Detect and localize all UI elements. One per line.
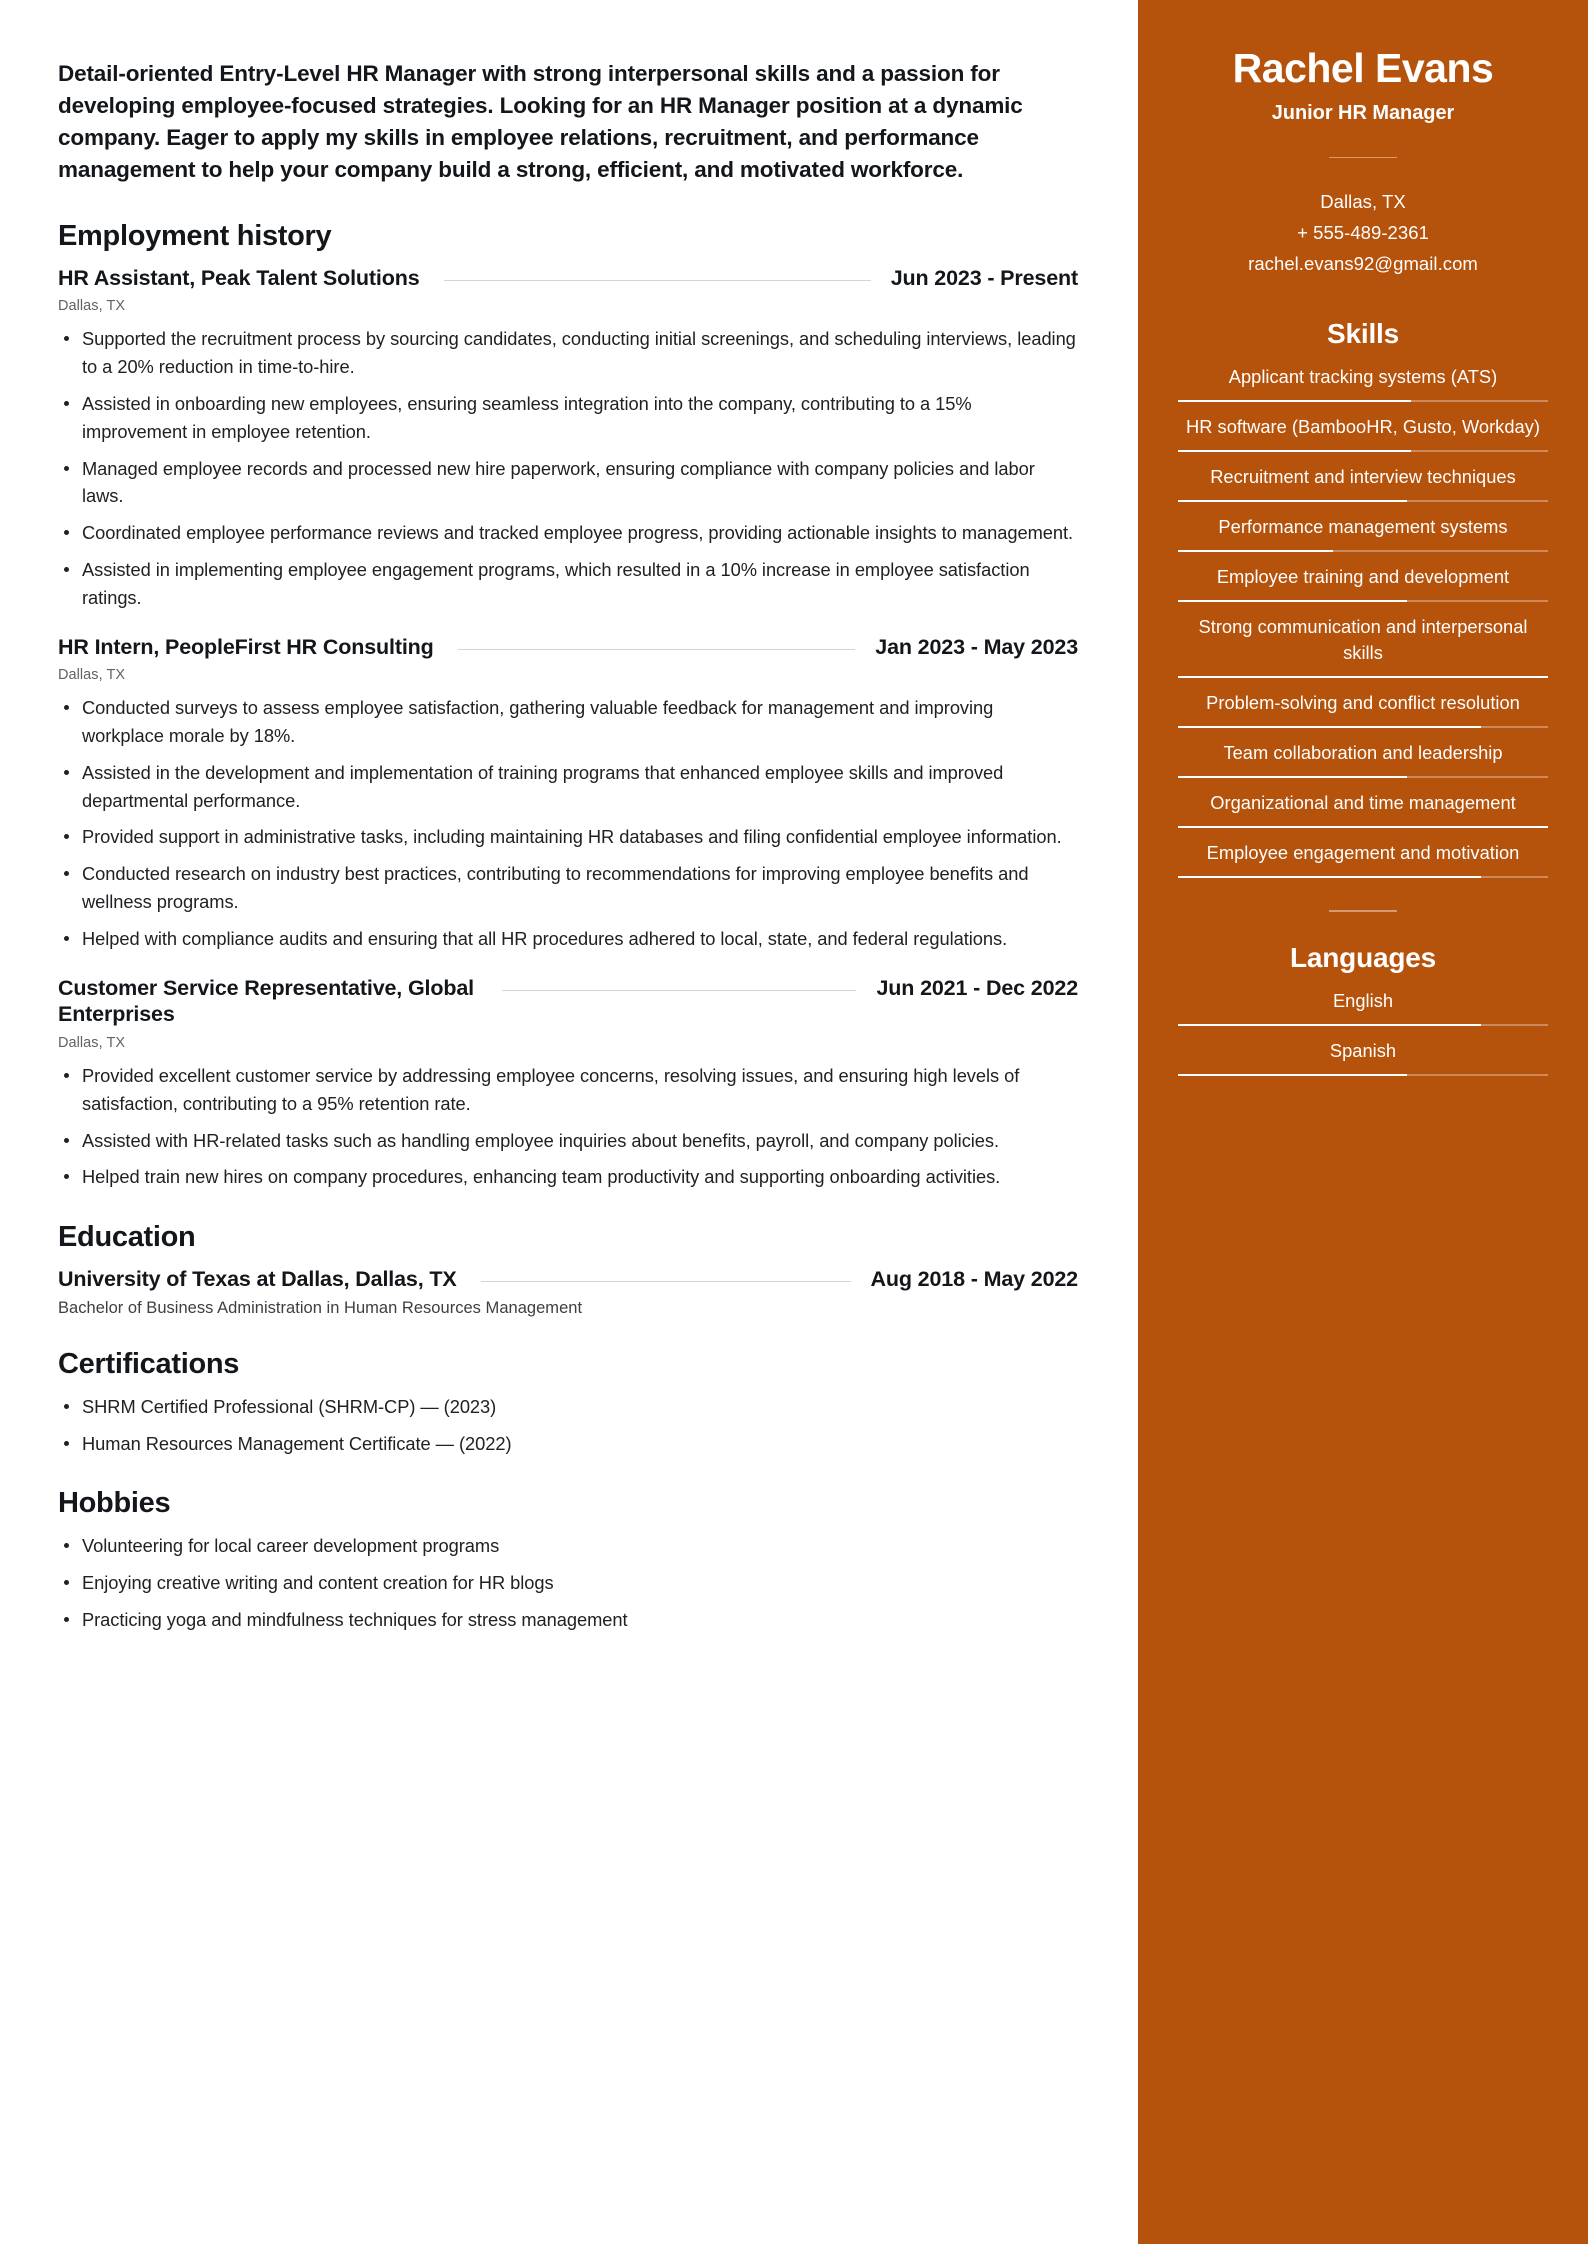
list-item: Coordinated employee performance reviews and tracked employee progress, providing actionable insights to management. bbox=[58, 519, 1078, 547]
list-item: Conducted surveys to assess employee satisfaction, gathering valuable feedback for management and improving workplace morale by 18%. bbox=[58, 694, 1078, 750]
degree-name: Bachelor of Business Administration in Human Resources Management bbox=[58, 1298, 583, 1317]
job-location: Dallas, TX bbox=[58, 298, 126, 315]
job-bullet-list bbox=[58, 1062, 1078, 1191]
skill-level-bar bbox=[1178, 450, 1548, 452]
language-item bbox=[1178, 988, 1548, 1026]
sidebar-title-skills: Skills bbox=[1327, 318, 1399, 350]
skill-level-bar bbox=[1178, 676, 1548, 678]
education-entry bbox=[58, 1266, 1078, 1318]
job-title: HR Assistant, Peak Talent Solutions bbox=[58, 265, 420, 290]
sidebar-divider bbox=[1329, 910, 1397, 912]
skill-label: Strong communication and interpersonal skills bbox=[1198, 616, 1528, 664]
sidebar-title-languages: Languages bbox=[1289, 941, 1436, 973]
skill-level-bar bbox=[1178, 550, 1548, 552]
entry-rule bbox=[444, 280, 871, 281]
list-item: Assisted in implementing employee engagement programs, which resulted in a 10% increase in employee satisfaction ratings. bbox=[58, 556, 1078, 612]
skill-item bbox=[1178, 790, 1548, 828]
skill-label: Problem-solving and conflict resolution bbox=[1206, 692, 1520, 714]
sidebar bbox=[1138, 0, 1588, 2244]
job-title: Customer Service Representative, Global Enterprises bbox=[58, 975, 474, 1027]
skill-label: Applicant tracking systems (ATS) bbox=[1228, 366, 1498, 388]
candidate-name: Rachel Evans bbox=[1232, 45, 1494, 91]
language-label: Spanish bbox=[1329, 1039, 1397, 1061]
list-item: Volunteering for local career development programs bbox=[58, 1532, 1078, 1560]
entry-header bbox=[58, 1266, 1078, 1293]
entry-header bbox=[58, 634, 1078, 661]
skill-label: HR software (BambooHR, Gusto, Workday) bbox=[1186, 416, 1540, 438]
sidebar-divider bbox=[1329, 157, 1397, 159]
list-item: Helped with compliance audits and ensuring that all HR procedures adhered to local, state, and federal regulations. bbox=[58, 925, 1078, 953]
job-bullet-list bbox=[58, 694, 1078, 952]
skill-label: Recruitment and interview techniques bbox=[1210, 466, 1516, 488]
entry-rule bbox=[502, 990, 856, 991]
section-title-hobbies: Hobbies bbox=[58, 1487, 171, 1520]
entry-header bbox=[58, 975, 1078, 1028]
candidate-job-title: Junior HR Manager bbox=[1271, 101, 1455, 124]
job-date-range: Jun 2021 - Dec 2022 bbox=[876, 975, 1078, 1000]
skill-item bbox=[1178, 690, 1548, 728]
section-title-employment: Employment history bbox=[58, 219, 332, 252]
section-employment-history bbox=[58, 220, 1078, 1191]
skill-item bbox=[1178, 414, 1548, 452]
entry-header bbox=[58, 265, 1078, 292]
job-date-range: Jun 2023 - Present bbox=[890, 265, 1078, 290]
list-item: Conducted research on industry best practices, contributing to recommendations for improving employee benefits and wellness programs. bbox=[58, 860, 1078, 916]
section-certifications bbox=[58, 1348, 1078, 1458]
entry-rule bbox=[481, 1281, 851, 1282]
skill-label: Organizational and time management bbox=[1210, 792, 1516, 814]
professional-summary: Detail-oriented Entry-Level HR Manager with strong interpersonal skills and a passion for developing employee-focused strategies. Looking for an HR Manager position at a dynamic company. Eager to apply my skills in employee relations, recruitment, and performance management to help your company build a strong, efficient, and motivated workforce. bbox=[58, 61, 1023, 182]
skill-level-bar bbox=[1178, 776, 1548, 778]
skill-level-bar bbox=[1178, 400, 1548, 402]
list-item: Provided support in administrative tasks, including maintaining HR databases and filing confidential employee information. bbox=[58, 823, 1078, 851]
list-item: SHRM Certified Professional (SHRM-CP) — (2023) bbox=[58, 1393, 1078, 1421]
entry-rule bbox=[458, 649, 856, 650]
skill-item bbox=[1178, 740, 1548, 778]
job-title: HR Intern, PeopleFirst HR Consulting bbox=[58, 634, 434, 659]
list-item: Managed employee records and processed new hire paperwork, ensuring compliance with company policies and labor laws. bbox=[58, 455, 1078, 511]
job-bullet-list bbox=[58, 325, 1078, 611]
list-item: Assisted in the development and implementation of training programs that enhanced employee skills and improved departmental performance. bbox=[58, 759, 1078, 815]
skill-item bbox=[1178, 514, 1548, 552]
language-label: English bbox=[1332, 989, 1394, 1011]
job-date-range: Jan 2023 - May 2023 bbox=[875, 634, 1078, 659]
skill-item bbox=[1178, 564, 1548, 602]
skill-label: Team collaboration and leadership bbox=[1223, 742, 1503, 764]
list-item: Human Resources Management Certificate — (2022) bbox=[58, 1430, 1078, 1458]
skill-level-bar bbox=[1178, 826, 1548, 828]
section-hobbies bbox=[58, 1487, 1078, 1633]
contact-email[interactable]: rachel.evans92@gmail.com bbox=[1248, 252, 1478, 274]
school-name: University of Texas at Dallas, Dallas, TX bbox=[58, 1267, 457, 1292]
section-title-education: Education bbox=[58, 1221, 196, 1254]
skill-level-bar bbox=[1178, 600, 1548, 602]
list-item: Helped train new hires on company procedures, enhancing team productivity and supporting onboarding activities. bbox=[58, 1163, 1078, 1191]
skill-level-bar bbox=[1178, 726, 1548, 728]
employment-entry bbox=[58, 634, 1078, 953]
skill-item bbox=[1178, 464, 1548, 502]
language-item bbox=[1178, 1038, 1548, 1076]
list-item: Assisted in onboarding new employees, ensuring seamless integration into the company, contributing to a 15% improvement in employee retention. bbox=[58, 390, 1078, 446]
skill-item bbox=[1178, 614, 1548, 678]
contact-location: Dallas, TX bbox=[1320, 191, 1406, 213]
list-item: Practicing yoga and mindfulness techniques for stress management bbox=[58, 1606, 1078, 1634]
skill-item bbox=[1178, 364, 1548, 402]
skill-level-bar bbox=[1178, 876, 1548, 878]
language-level-bar bbox=[1178, 1074, 1548, 1076]
list-item: Enjoying creative writing and content creation for HR blogs bbox=[58, 1569, 1078, 1597]
skill-label: Employee training and development bbox=[1216, 566, 1510, 588]
skill-label: Employee engagement and motivation bbox=[1206, 842, 1520, 864]
employment-entry bbox=[58, 975, 1078, 1192]
list-item: Supported the recruitment process by sourcing candidates, conducting initial screenings, and scheduling interviews, leading to a 20% reduction in time-to-hire. bbox=[58, 325, 1078, 381]
language-level-bar bbox=[1178, 1024, 1548, 1026]
education-date-range: Aug 2018 - May 2022 bbox=[870, 1267, 1078, 1292]
certifications-list bbox=[58, 1393, 1078, 1458]
hobbies-list bbox=[58, 1532, 1078, 1633]
section-education bbox=[58, 1221, 1078, 1318]
list-item: Provided excellent customer service by addressing employee concerns, resolving issues, and ensuring high levels of satisfaction, contributing to a 95% retention rate. bbox=[58, 1062, 1078, 1118]
contact-phone[interactable]: + 555-489-2361 bbox=[1297, 222, 1429, 244]
skill-level-bar bbox=[1178, 500, 1548, 502]
section-title-certifications: Certifications bbox=[58, 1347, 240, 1380]
employment-entry bbox=[58, 265, 1078, 612]
job-location: Dallas, TX bbox=[58, 667, 126, 684]
skill-item bbox=[1178, 840, 1548, 878]
skill-label: Performance management systems bbox=[1218, 516, 1508, 538]
job-location: Dallas, TX bbox=[58, 1034, 126, 1051]
list-item: Assisted with HR-related tasks such as handling employee inquiries about benefits, payroll, and company policies. bbox=[58, 1127, 1078, 1155]
